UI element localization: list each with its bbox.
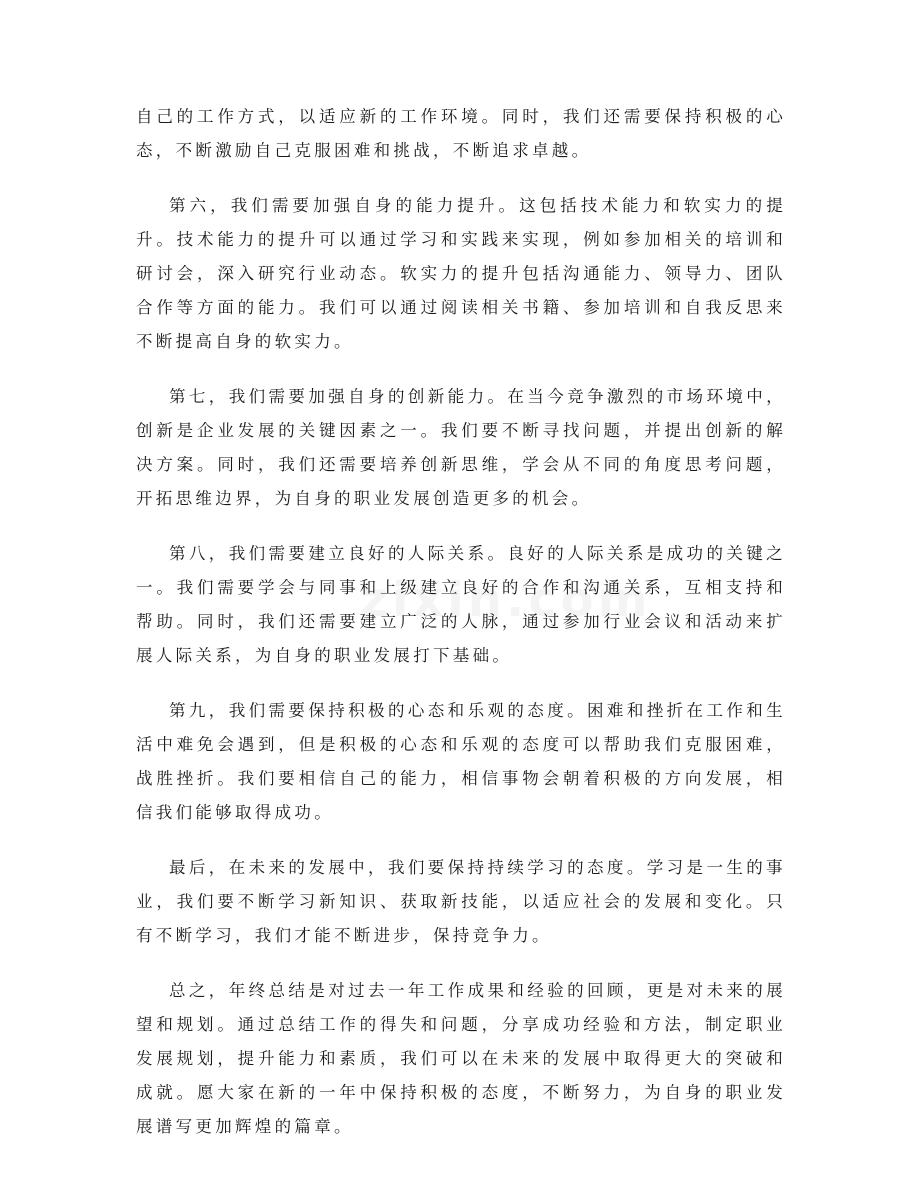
paragraph-seventh: 第七，我们需要加强自身的创新能力。在当今竞争激烈的市场环境中，创新是企业发展的关键因素之一。我们要不断寻找问题，并提出创新的解决方案。同时，我们还需要培养创新思维，学会从不同的角度思考问题，开拓思维边界，为自身的职业发展创造更多的机会。	[136, 387, 786, 508]
paragraph-finally: 最后，在未来的发展中，我们要保持持续学习的态度。学习是一生的事业，我们要不断学习新知识、获取新技能，以适应社会的发展和变化。只有不断学习，我们才能不断进步，保持竞争力。	[136, 858, 786, 945]
paragraph-ninth: 第九，我们需要保持积极的心态和乐观的态度。困难和挫折在工作和生活中难免会遇到，但是积极的心态和乐观的态度可以帮助我们克服困难，战胜挫折。我们要相信自己的能力，相信事物会朝着积极的方向发展，相信我们能够取得成功。	[136, 701, 786, 822]
paragraph-sixth: 第六，我们需要加强自身的能力提升。这包括技术能力和软实力的提升。技术能力的提升可以通过学习和实践来实现，例如参加相关的培训和研讨会，深入研究行业动态。软实力的提升包括沟通能力、领导力、团队合作等方面的能力。我们可以通过阅读相关书籍、参加培训和自我反思来不断提高自身的软实力。	[136, 196, 786, 351]
document-body	[136, 100, 786, 1165]
paragraph-eighth: 第八，我们需要建立良好的人际关系。良好的人际关系是成功的关键之一。我们需要学会与同事和上级建立良好的合作和沟通关系，互相支持和帮助。同时，我们还需要建立广泛的人脉，通过参加行业会议和活动来扩展人际关系，为自身的职业发展打下基础。	[136, 544, 786, 665]
paragraph-conclusion: 总之，年终总结是对过去一年工作成果和经验的回顾，更是对未来的展望和规划。通过总结工作的得失和问题，分享成功经验和方法，制定职业发展规划，提升能力和素质，我们可以在未来的发展中取得更大的突破和成就。愿大家在新的一年中保持积极的态度，不断努力，为自身的职业发展谱写更加辉煌的篇章。	[136, 981, 786, 1136]
paragraph-continued: 自己的工作方式，以适应新的工作环境。同时，我们还需要保持积极的心态，不断激励自己克服困难和挑战，不断追求卓越。	[136, 107, 786, 160]
